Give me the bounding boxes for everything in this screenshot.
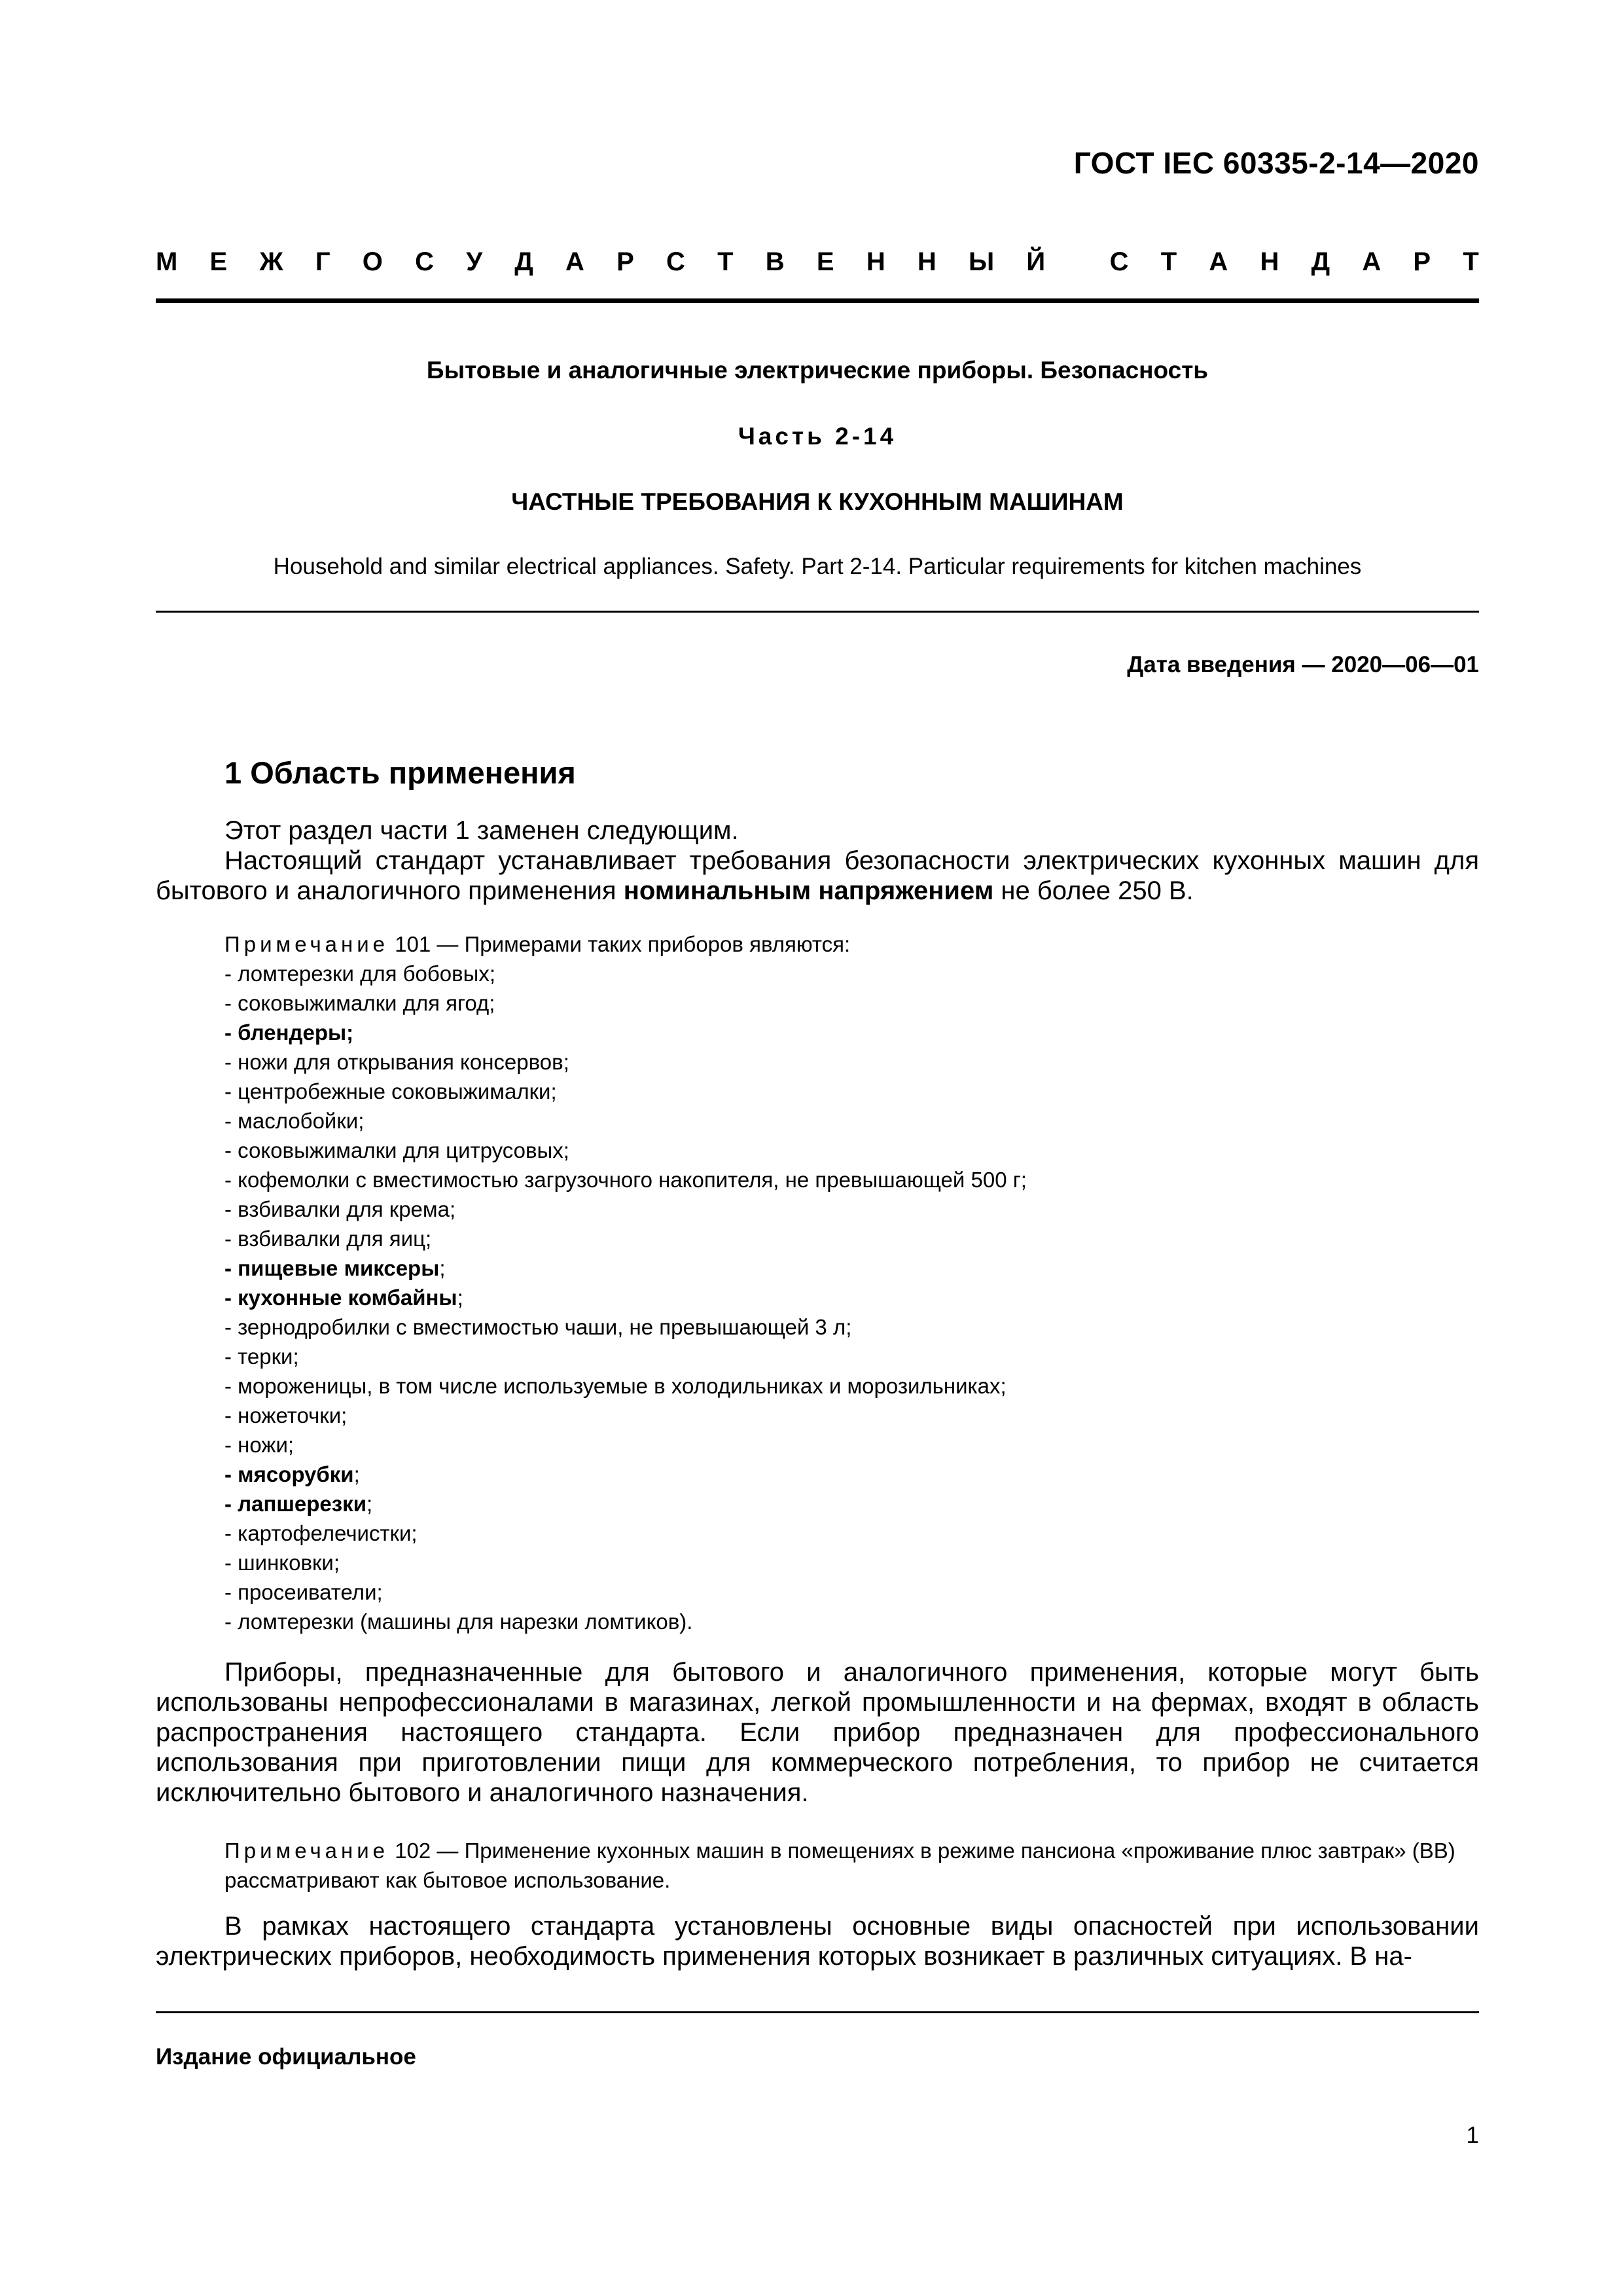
- list-item: [224, 1430, 1479, 1460]
- list-item: [224, 1577, 1479, 1607]
- paragraph-2-term: номинальным напряжением: [623, 876, 994, 905]
- list-item-bold: - блендеры;: [224, 1020, 354, 1045]
- footer-rule: [156, 2011, 1479, 2013]
- list-item-text: ;: [353, 1462, 360, 1486]
- list-item-text: - мороженицы, в том числе используемые в холодильниках и морозильниках;: [224, 1374, 1007, 1398]
- interstate-letter: С: [415, 247, 434, 276]
- list-item: [224, 1165, 1479, 1194]
- interstate-letter: М: [156, 247, 178, 276]
- list-item: [224, 1548, 1479, 1577]
- paragraph-3-block: [156, 1657, 1479, 1808]
- list-item: [224, 1047, 1479, 1077]
- interstate-letter: О: [362, 247, 383, 276]
- list-item-text: - картофелечистки;: [224, 1521, 418, 1545]
- list-item: [224, 1401, 1479, 1430]
- list-item-bold: - кухонные комбайны: [224, 1285, 457, 1310]
- interstate-letter: Т: [1160, 247, 1177, 276]
- list-item-text: ;: [439, 1256, 446, 1280]
- page-number: 1: [1466, 2123, 1479, 2148]
- interstate-letter: С: [1109, 247, 1129, 276]
- list-item: [224, 1077, 1479, 1106]
- paragraph-4-block: [156, 1911, 1479, 1971]
- interstate-letter: А: [1362, 247, 1382, 276]
- list-item: [224, 1518, 1479, 1548]
- list-item: [224, 988, 1479, 1018]
- list-item: [224, 1607, 1479, 1636]
- interstate-letter: Е: [209, 247, 228, 276]
- section-title: 1 Область применения: [224, 755, 576, 790]
- document-page: [156, 0, 1479, 2296]
- title-main: Бытовые и аналогичные электрические приборы. Безопасность: [426, 357, 1209, 384]
- title-english: Household and similar electrical appliances. Safety. Part 2-14. Particular requirements for kitchen machines: [273, 554, 1362, 579]
- paragraph-2-text: Настоящий стандарт устанавливает требования безопасности электрических кухонных машин для бытового и аналогичного применения: [156, 846, 1479, 905]
- introduction-date: Дата введения — 2020—06—01: [1127, 652, 1479, 677]
- header-rule: [156, 298, 1479, 303]
- note-102: [224, 1836, 1479, 1895]
- title-part: Часть 2-14: [738, 423, 897, 450]
- list-item: [224, 1106, 1479, 1136]
- edition-label: Издание официальное: [156, 2044, 416, 2070]
- paragraph-2: [156, 846, 1479, 906]
- list-item-bold: - лапшерезки: [224, 1492, 366, 1516]
- list-item-text: ;: [366, 1492, 373, 1516]
- list-item-bold: - пищевые миксеры: [224, 1256, 440, 1280]
- interstate-letter: Н: [1260, 247, 1279, 276]
- title-subtitle: ЧАСТНЫЕ ТРЕБОВАНИЯ К КУХОННЫМ МАШИНАМ: [511, 488, 1124, 515]
- list-item: [224, 1136, 1479, 1165]
- paragraph-2-tail: не более 250 В.: [993, 876, 1194, 905]
- interstate-letter: Р: [616, 247, 634, 276]
- interstate-letter: В: [765, 247, 785, 276]
- note-101: [224, 929, 1479, 1636]
- list-item: [224, 1224, 1479, 1253]
- list-item-text: - ножи для открывания консервов;: [224, 1050, 569, 1074]
- interstate-letter: Е: [816, 247, 834, 276]
- list-item: [224, 1342, 1479, 1371]
- list-item-text: - ломтерезки для бобовых;: [224, 961, 496, 986]
- list-item: [224, 1018, 1479, 1047]
- list-item: [224, 1253, 1479, 1283]
- interstate-letter: Н: [917, 247, 936, 276]
- list-item: [224, 959, 1479, 988]
- list-item-text: - шинковки;: [224, 1551, 340, 1575]
- note-101-header: [224, 929, 1479, 959]
- interstate-letter: А: [565, 247, 584, 276]
- document-code: ГОСТ IEC 60335-2-14—2020: [1073, 146, 1479, 180]
- interstate-letter: Ж: [259, 247, 283, 276]
- interstate-letter: У: [466, 247, 483, 276]
- interstate-letter: Т: [717, 247, 734, 276]
- list-item-text: - терки;: [224, 1344, 299, 1369]
- paragraph-1: Этот раздел части 1 заменен следующим.: [224, 816, 739, 845]
- list-item: [224, 1312, 1479, 1342]
- list-item: [224, 1371, 1479, 1401]
- interstate-letter: Т: [1463, 247, 1479, 276]
- note-102-text: 102 — Применение кухонных машин в помещениях в режиме пансиона «проживание плюс завтрак» (BB) рассматривают как бытовое использование.: [224, 1839, 1455, 1892]
- list-item-text: - соковыжималки для ягод;: [224, 991, 495, 1015]
- list-item-text: - маслобойки;: [224, 1109, 365, 1133]
- paragraph-3: Приборы, предназначенные для бытового и аналогичного применения, которые могут быть использованы непрофессионалами в магазинах, легкой промышленности и на фермах, входят в область распространения настоящего стандарта. Если прибор предназначен для профессионального использования при приготовлении пищи для коммерческого потребления, то прибор не считается исключительно бытового и аналогичного назначения.: [156, 1658, 1479, 1807]
- list-item-text: - ломтерезки (машины для нарезки ломтиков).: [224, 1609, 693, 1634]
- list-item: [224, 1489, 1479, 1518]
- interstate-letter: Й: [1026, 247, 1046, 276]
- paragraph-4: В рамках настоящего стандарта установлены основные виды опасностей при использовании электрических приборов, необходимость применения которых возникает в различных ситуациях. В на-: [156, 1912, 1479, 1971]
- note-102-text-block: [224, 1836, 1479, 1895]
- note-101-text: 101 — Примерами таких приборов являются:: [389, 932, 851, 956]
- interstate-letter: А: [1209, 247, 1228, 276]
- list-item-text: - взбивалки для крема;: [224, 1197, 456, 1221]
- title-rule: [156, 611, 1479, 613]
- interstate-letter: Ы: [969, 247, 995, 276]
- list-item: [224, 1283, 1479, 1312]
- section-intro: [156, 816, 1479, 906]
- appliance-list: [224, 959, 1479, 1636]
- note-label: Примечание: [224, 1839, 389, 1863]
- list-item-text: - соковыжималки для цитрусовых;: [224, 1138, 569, 1162]
- interstate-letter: Р: [1413, 247, 1431, 276]
- list-item-text: - центробежные соковыжималки;: [224, 1079, 557, 1103]
- list-item-bold: - мясорубки: [224, 1462, 354, 1486]
- interstate-letter: Н: [866, 247, 885, 276]
- interstate-letter: Д: [514, 247, 533, 276]
- list-item-text: - ножи;: [224, 1433, 294, 1457]
- list-item-text: - ножеточки;: [224, 1403, 348, 1427]
- list-item: [224, 1194, 1479, 1224]
- list-item: [224, 1460, 1479, 1489]
- interstate-letter: Д: [1311, 247, 1330, 276]
- list-item-text: - взбивалки для яиц;: [224, 1227, 432, 1251]
- list-item-text: ;: [457, 1285, 463, 1310]
- note-label: Примечание: [224, 932, 389, 956]
- list-item-text: - просеиватели;: [224, 1580, 383, 1604]
- interstate-letter: С: [666, 247, 685, 276]
- list-item-text: - зернодробилки с вместимостью чаши, не превышающей 3 л;: [224, 1315, 852, 1339]
- list-item-text: - кофемолки с вместимостью загрузочного накопителя, не превышающей 500 г;: [224, 1168, 1027, 1192]
- interstate-letter: Г: [315, 247, 330, 276]
- interstate-standard-heading: [156, 247, 1479, 277]
